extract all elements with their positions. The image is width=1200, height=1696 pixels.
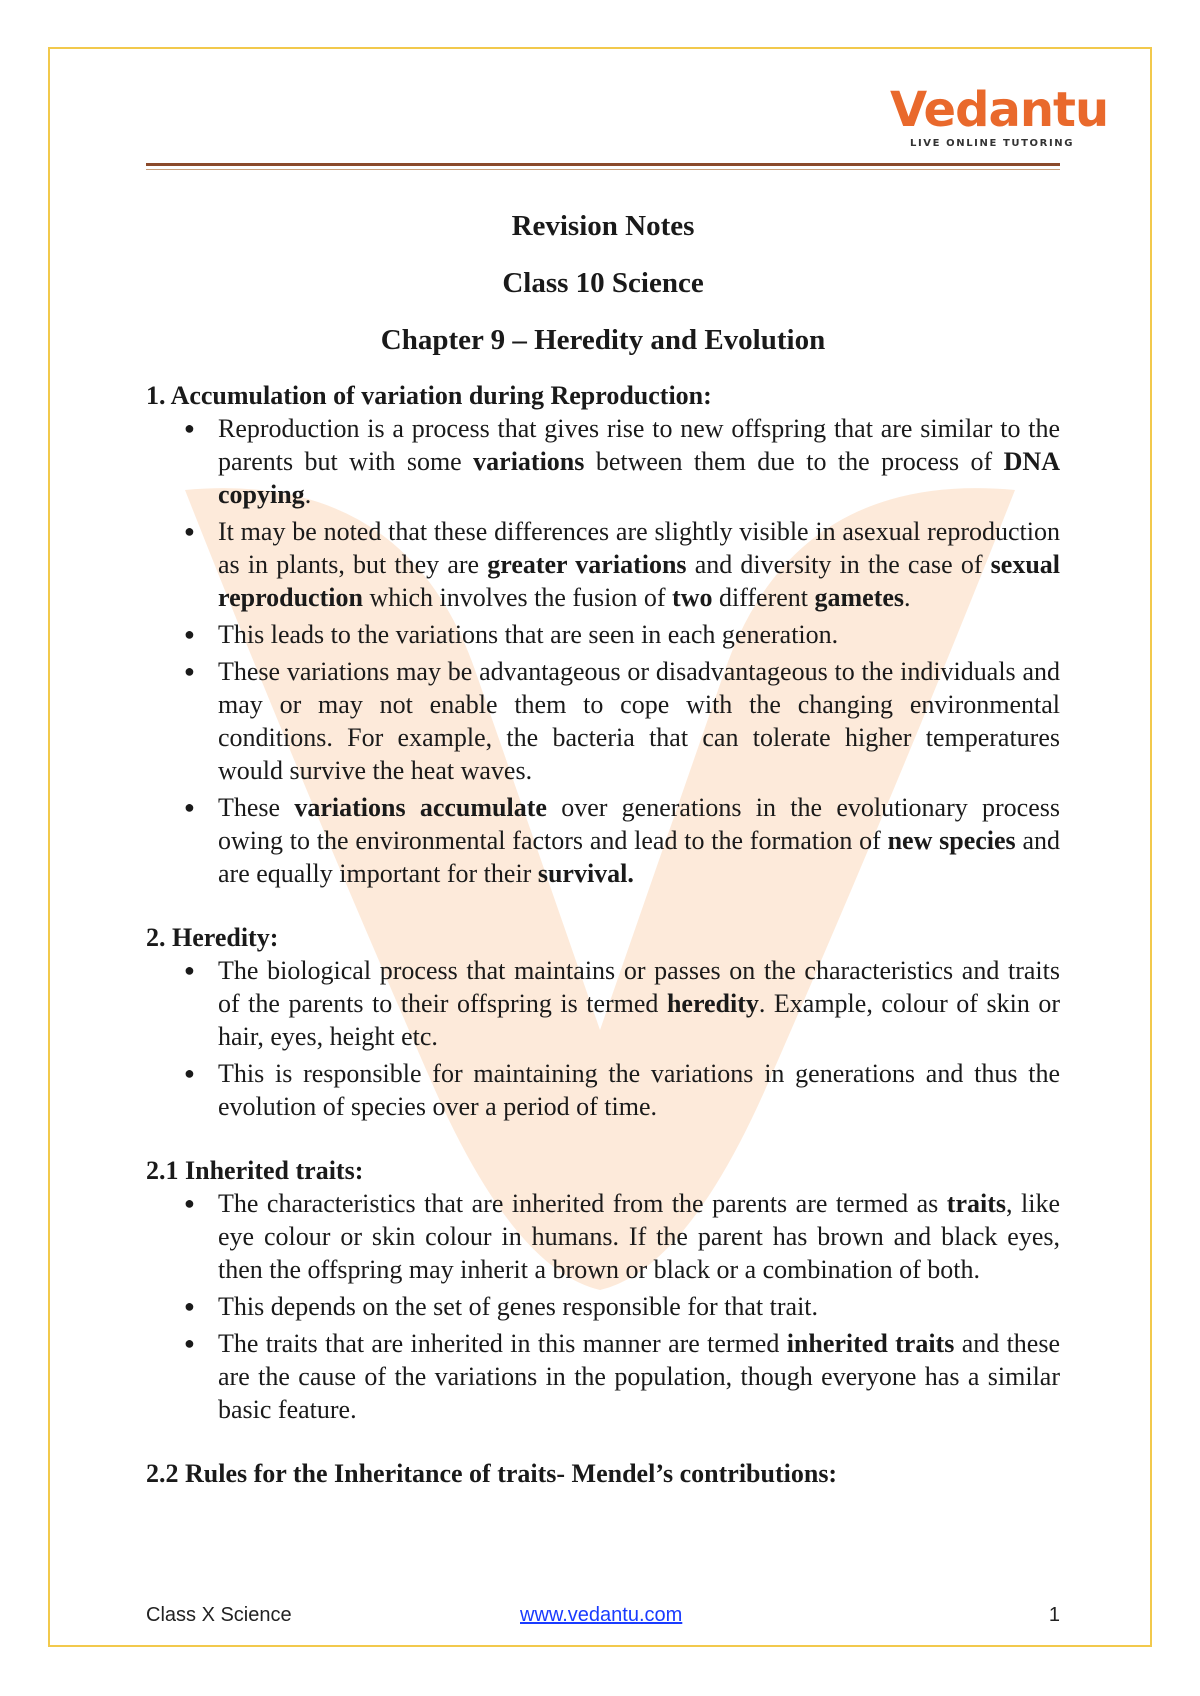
bold-term: gametes <box>814 583 905 612</box>
bold-term: traits <box>946 1189 1006 1218</box>
bold-term: two <box>672 583 713 612</box>
bullet-item <box>146 412 1060 511</box>
bold-term: DNA copying <box>218 447 1060 509</box>
text-run: between them due to the process of <box>584 447 1004 476</box>
text-run: This is responsible for maintaining the variations in generations and thus the evolution of species over a period of time. <box>218 1059 1060 1121</box>
bullet-list <box>146 1187 1060 1426</box>
bullet-dot-icon: ● <box>184 624 195 644</box>
text-run: over generations in the evolutionary process owing to the environmental factors and lead to the formation of <box>218 793 1060 855</box>
chapter-title: Chapter 9 – Heredity and Evolution <box>380 324 826 356</box>
vedantu-logo[interactable] <box>890 82 1109 152</box>
text-run: different <box>712 583 815 612</box>
bullet-list <box>146 412 1060 890</box>
bullet-item <box>146 1290 1060 1323</box>
bullet-item <box>146 954 1060 1053</box>
text-run: The characteristics that are inherited from the parents are termed as <box>218 1189 947 1218</box>
sections-container <box>146 379 1060 1490</box>
bold-term: variations accumulate <box>294 793 547 822</box>
bullet-dot-icon: ● <box>184 797 195 817</box>
text-run: The traits that are inherited in this manner are termed <box>218 1329 787 1358</box>
text-run: Reproduction is a process that gives rise to new offspring that are similar to the parents but with some <box>218 414 1060 476</box>
text-run: and these are the cause of the variations in the population, though everyone has a similar basic feature. <box>218 1329 1060 1424</box>
text-run: . <box>304 480 312 509</box>
text-run: , like eye colour or skin colour in humans. If the parent has brown and black eyes, then the offspring may inherit a brown or black or a combination of both. <box>218 1189 1060 1284</box>
text-run: This leads to the variations that are seen in each generation. <box>218 620 839 649</box>
bold-term: survival. <box>537 859 634 888</box>
text-run: These <box>218 793 295 822</box>
doc-title: Revision Notes <box>511 210 695 242</box>
document-body <box>146 208 1060 1490</box>
text-run: It may be noted that these differences are slightly visible in asexual reproduction as in plants, but they are <box>218 517 1060 579</box>
bold-term: inherited traits <box>786 1329 955 1358</box>
bold-term: new species <box>887 826 1016 855</box>
bullet-dot-icon: ● <box>184 1296 195 1316</box>
bullet-item <box>146 515 1060 614</box>
bullet-item <box>146 1057 1060 1123</box>
section-heading: 2.2 Rules for the Inheritance of traits- Mendel’s contributions: <box>146 1459 838 1488</box>
text-run: . Example, colour of skin or hair, eyes, height etc. <box>218 989 1060 1051</box>
bold-term: greater variations <box>487 550 687 579</box>
text-run: which involves the fusion of <box>362 583 673 612</box>
bullet-dot-icon: ● <box>184 418 195 438</box>
bullet-item <box>146 1187 1060 1286</box>
bullet-dot-icon: ● <box>184 661 195 681</box>
header-rule <box>146 163 1060 166</box>
bullet-item <box>146 791 1060 890</box>
section-gap <box>146 890 1060 921</box>
bullet-dot-icon: ● <box>184 1063 195 1083</box>
section-gap <box>146 1123 1060 1154</box>
bullet-dot-icon: ● <box>184 1333 195 1353</box>
text-run: These variations may be advantageous or disadvantageous to the individuals and may or may not enable them to cope with the changing environmental conditions. For example, the bacteria that can tolerate higher temperatures would survive the heat waves. <box>218 657 1060 785</box>
bullet-item <box>146 1327 1060 1426</box>
bullet-dot-icon: ● <box>184 521 195 541</box>
header-rule-thin <box>146 169 1060 170</box>
page-number: 1 <box>1048 1604 1060 1626</box>
text-run: The biological process that maintains or passes on the characteristics and traits of the parents to their offspring is termed <box>218 956 1060 1018</box>
bullet-dot-icon: ● <box>184 1193 195 1213</box>
bullet-list <box>146 954 1060 1123</box>
section-gap <box>146 1426 1060 1457</box>
bullet-item <box>146 655 1060 787</box>
text-run: and diversity in the case of <box>686 550 991 579</box>
page-footer <box>146 1604 1060 1628</box>
bullet-item <box>146 618 1060 651</box>
logo-tagline: LIVE ONLINE TUTORING <box>910 138 1075 149</box>
section-heading: 1. Accumulation of variation during Reproduction: <box>146 381 712 410</box>
text-run: and are equally important for their <box>218 826 1060 888</box>
logo-wordmark: Vedantu <box>890 82 1109 138</box>
text-run: . <box>904 583 911 612</box>
doc-subtitle: Class 10 Science <box>502 267 704 299</box>
bullet-dot-icon: ● <box>184 960 195 980</box>
footer-website-link[interactable]: www.vedantu.com <box>520 1604 683 1626</box>
bold-term: variations <box>473 447 585 476</box>
footer-course-label: Class X Science <box>146 1604 292 1626</box>
bold-term: heredity <box>666 989 759 1018</box>
text-run: This depends on the set of genes responsible for that trait. <box>218 1292 819 1321</box>
section-heading: 2.1 Inherited traits: <box>146 1156 364 1185</box>
section-heading: 2. Heredity: <box>146 923 279 952</box>
bold-term: sexual reproduction <box>218 550 1060 612</box>
